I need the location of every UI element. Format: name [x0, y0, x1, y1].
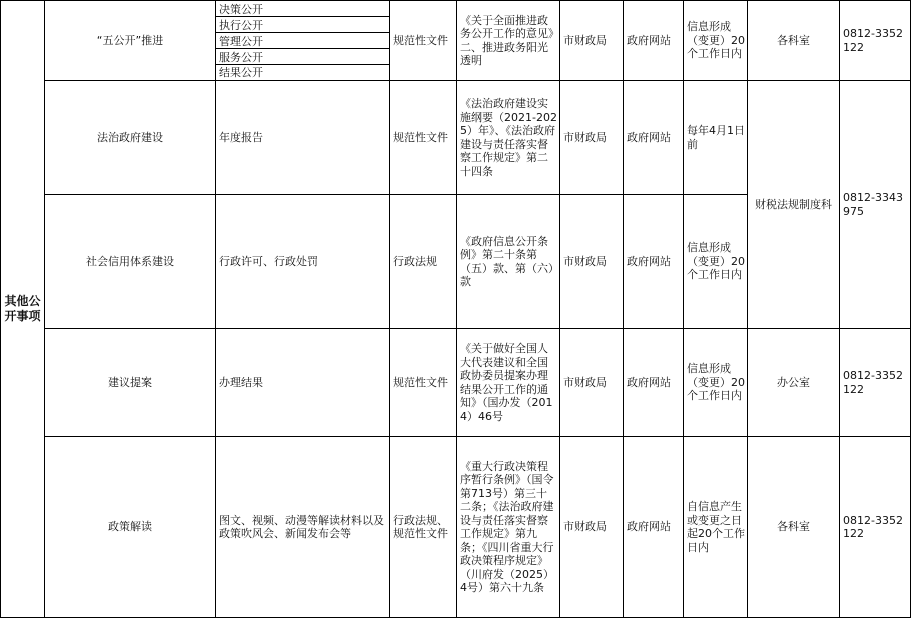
- item-name: 政策解读: [108, 520, 152, 534]
- doc-type: 行政法规: [393, 254, 437, 268]
- item-name: 法治政府建设: [97, 130, 163, 144]
- time-limit: 信息形成（变更）20个工作日内: [687, 241, 745, 282]
- channel: 政府网站: [627, 375, 671, 389]
- time-limit: 每年4月1日前: [687, 124, 745, 151]
- department: 办公室: [777, 375, 810, 389]
- phone: 0812-3343975: [843, 191, 903, 218]
- item-name: “五公开”推进: [96, 33, 164, 47]
- content: 办理结果: [219, 375, 263, 389]
- time-limit: 自信息产生或变更之日起20个工作日内: [687, 500, 745, 554]
- doc-type: 规范性文件: [393, 130, 448, 144]
- phone: 0812-3352122: [843, 513, 903, 540]
- legal-basis: 《关于全面推进政务公开工作的意见》二、推进政务阳光透明: [460, 13, 554, 67]
- time-limit: 信息形成（变更）20个工作日内: [687, 362, 745, 403]
- sub-item: 服务公开: [219, 51, 263, 64]
- department: 各科室: [777, 520, 810, 534]
- subject: 市财政局: [563, 130, 607, 144]
- content: 年度报告: [219, 130, 263, 144]
- subject: 市财政局: [563, 520, 607, 534]
- channel: 政府网站: [627, 33, 671, 47]
- doc-type: 行政法规、规范性文件: [393, 513, 448, 540]
- sub-item: 决策公开: [219, 3, 263, 16]
- subject: 市财政局: [563, 33, 607, 47]
- item-name: 社会信用体系建设: [86, 254, 174, 268]
- legal-basis: 《关于做好全国人大代表建议和全国政协委员提案办理结果公开工作的通知》（国办发（2014）46号: [460, 342, 553, 423]
- time-limit: 信息形成（变更）20个工作日内: [687, 20, 745, 61]
- channel: 政府网站: [627, 254, 671, 268]
- content: 行政许可、行政处罚: [219, 254, 318, 268]
- item-name: 建议提案: [108, 375, 152, 389]
- doc-type: 规范性文件: [393, 375, 448, 389]
- sub-item: 执行公开: [219, 19, 263, 32]
- subject: 市财政局: [563, 375, 607, 389]
- legal-basis: 《法治政府建设实施纲要（2021-2025）年》、《法治政府建设与责任落实督察工作规定》第二十四条: [460, 97, 557, 178]
- phone: 0812-3352122: [843, 27, 903, 54]
- legal-basis: 《重大行政决策程序暂行条例》（国令第713号）第三十二条；《法治政府建设与责任落实督察工作规定》第九条；《四川省重大行政决策程序规定》（川府发（2025）4号）第六十九条: [460, 459, 554, 594]
- sub-item: 管理公开: [219, 35, 263, 48]
- department: 财税法规制度科: [755, 197, 832, 211]
- doc-type: 规范性文件: [393, 33, 448, 47]
- channel: 政府网站: [627, 130, 671, 144]
- department: 各科室: [777, 33, 810, 47]
- section-label: 其他公开事项: [4, 294, 41, 323]
- phone: 0812-3352122: [843, 369, 903, 396]
- legal-basis: 《政府信息公开条例》第二十条第（五）款、第（六）款: [460, 234, 554, 288]
- content: 图文、视频、动漫等解读材料以及政策吹风会、新闻发布会等: [219, 513, 384, 540]
- subject: 市财政局: [563, 254, 607, 268]
- sub-item: 结果公开: [219, 66, 263, 79]
- channel: 政府网站: [627, 520, 671, 534]
